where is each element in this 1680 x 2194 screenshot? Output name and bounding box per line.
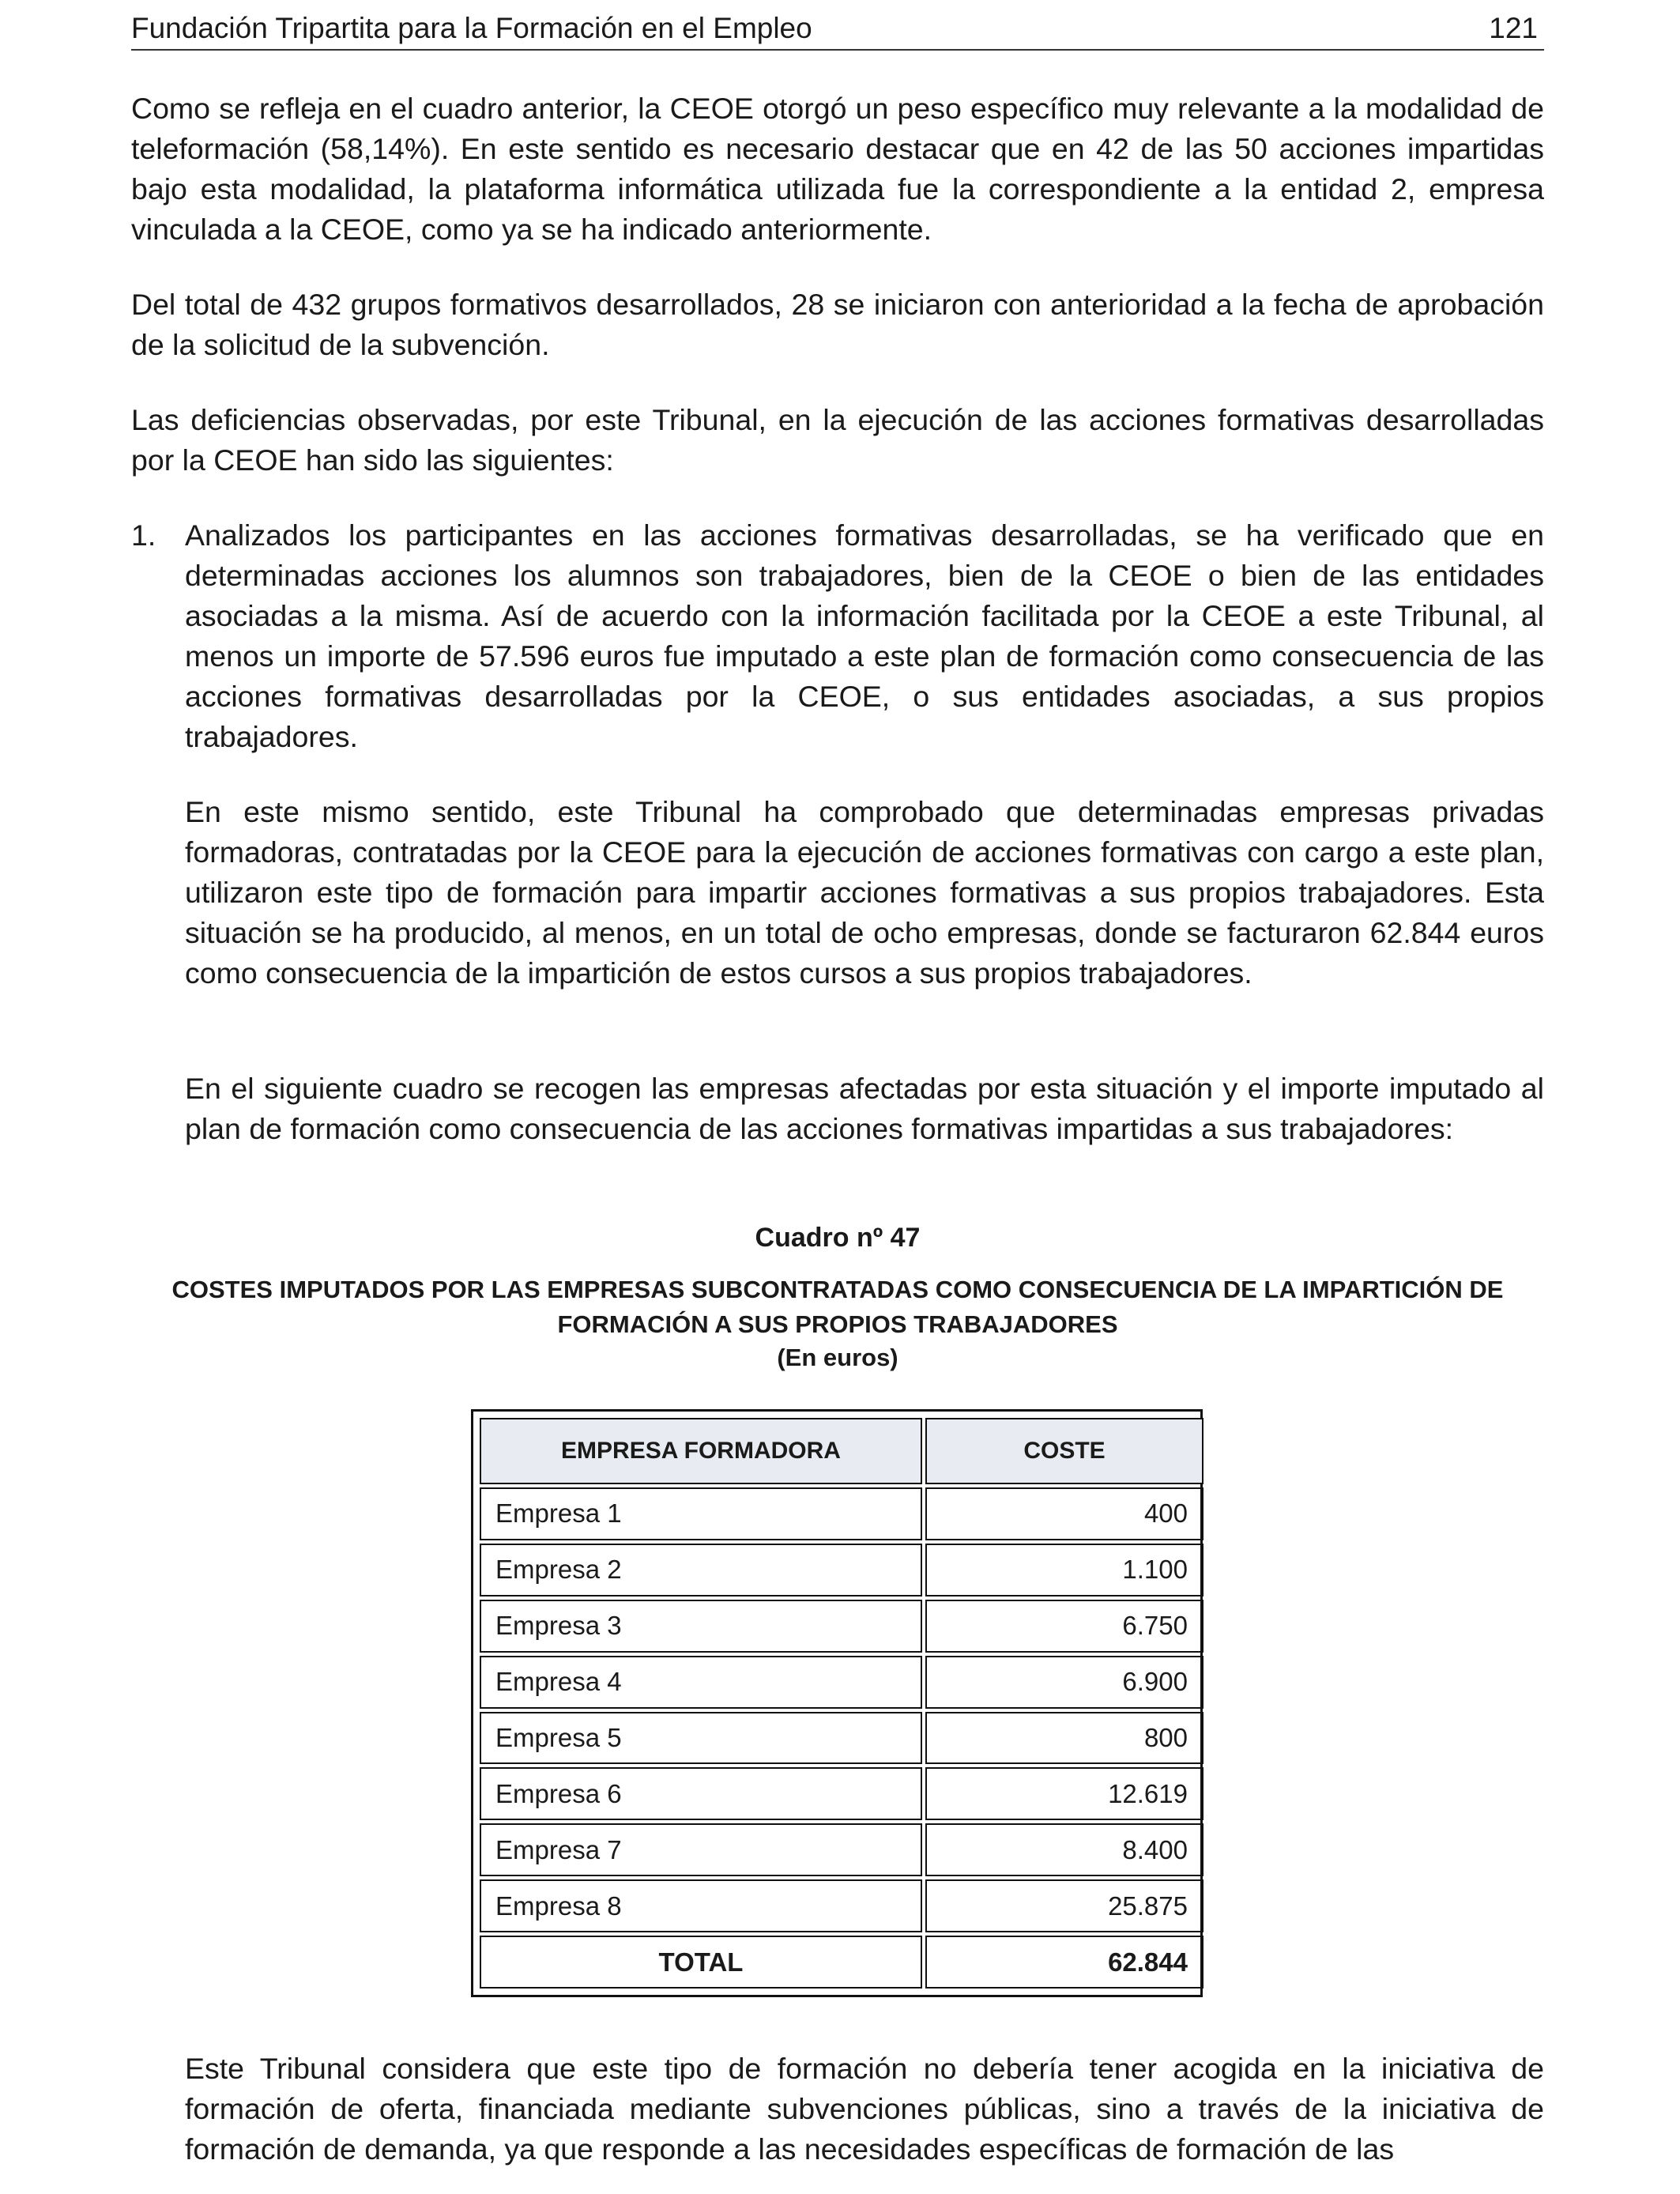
table-row xyxy=(480,1487,1203,1540)
list-item-number: 1. xyxy=(131,518,156,552)
cost-table-frame xyxy=(471,1409,1203,1997)
total-row xyxy=(480,1936,1203,1989)
paragraph-teleformacion: Como se refleja en el cuadro anterior, la CEOE otorgó un peso específico muy relevante a la modalidad de teleformación (58,14%). En este sentido es necesario destacar que en 42 de las 50 acciones impartidas bajo esta modalidad, la plataforma informática utilizada fue la correspondiente a la entidad 2, empresa vinculada a la CEOE, como ya se ha indicado anteriormente. xyxy=(131,92,1544,246)
cost-table xyxy=(477,1415,1207,1992)
table-title: COSTES IMPUTADOS POR LAS EMPRESAS SUBCONTRATADAS COMO CONSECUENCIA DE LA IMPARTICIÓN DE FORMACIÓN A SUS PROPIOS TRABAJADORES xyxy=(171,1276,1504,1338)
page-header xyxy=(131,8,1544,51)
company-cell: Empresa 8 xyxy=(480,1879,922,1932)
table-row xyxy=(480,1656,1203,1709)
table-number: Cuadro nº 47 xyxy=(755,1223,921,1253)
company-cell: Empresa 7 xyxy=(480,1823,922,1876)
list-paragraph-participantes: Analizados los participantes en las acciones formativas desarrolladas, se ha verificado que en determinadas acciones los alumnos son trabajadores, bien de la CEOE o bien de las entidades asociadas a la misma. Así de acuerdo con la información facilitada por la CEOE a este Tribunal, al menos un importe de 57.596 euros fue imputado a este plan de formación como consecuencia de las acciones formativas desarrolladas por la CEOE, o sus entidades asociadas, a sus propios trabajadores. xyxy=(185,518,1544,753)
cost-cell: 800 xyxy=(925,1712,1203,1765)
closing-paragraph: Este Tribunal considera que este tipo de formación no debería tener acogida en la iniciativa de formación de oferta, financiada mediante subvenciones públicas, sino a través de la iniciativa de formación de demanda, ya que responde a las necesidades específicas de formación de las xyxy=(185,2052,1544,2166)
list-paragraph-empresas-formadoras: En este mismo sentido, este Tribunal ha comprobado que determinadas empresas privadas formadoras, contratadas por la CEOE para la ejecución de acciones formativas con cargo a este plan, utilizaron este tipo de formación para impartir acciones formativas a sus propios trabajadores. Esta situación se ha producido, al menos, en un total de ocho empresas, donde se facturaron 62.844 euros como consecuencia de la impartición de estos cursos a sus propios trabajadores. xyxy=(185,795,1544,990)
column-header-coste: COSTE xyxy=(925,1418,1203,1484)
paragraph-grupos-formativos: Del total de 432 grupos formativos desarrollados, 28 se iniciaron con anterioridad a la fecha de aprobación de la solicitud de la subvención. xyxy=(131,288,1544,361)
list-paragraph-cuadro-intro: En el siguiente cuadro se recogen las empresas afectadas por esta situación y el importe imputado al plan de formación como consecuencia de las acciones formativas impartidas a sus trabajadores: xyxy=(185,1072,1544,1145)
table-row xyxy=(480,1823,1203,1876)
table-units: (En euros) xyxy=(777,1344,898,1371)
paragraph-deficiencias: Las deficiencias observadas, por este Tribunal, en la ejecución de las acciones formativas desarrolladas por la CEOE han sido las siguientes: xyxy=(131,403,1544,477)
company-cell: Empresa 1 xyxy=(480,1487,922,1540)
cost-cell: 6.900 xyxy=(925,1656,1203,1709)
column-header-empresa: EMPRESA FORMADORA xyxy=(480,1418,922,1484)
table-row xyxy=(480,1600,1203,1653)
company-cell: Empresa 5 xyxy=(480,1712,922,1765)
company-cell: Empresa 3 xyxy=(480,1600,922,1653)
document-title: Fundación Tripartita para la Formación en el Empleo xyxy=(131,12,812,44)
total-label: TOTAL xyxy=(480,1936,922,1989)
cost-cell: 25.875 xyxy=(925,1879,1203,1932)
company-cell: Empresa 2 xyxy=(480,1544,922,1596)
table-row xyxy=(480,1712,1203,1765)
table-row xyxy=(480,1767,1203,1820)
cost-cell: 6.750 xyxy=(925,1600,1203,1653)
table-row xyxy=(480,1879,1203,1932)
page-number: 121 xyxy=(1489,12,1538,44)
company-cell: Empresa 4 xyxy=(480,1656,922,1709)
cost-cell: 8.400 xyxy=(925,1823,1203,1876)
cost-cell: 12.619 xyxy=(925,1767,1203,1820)
company-cell: Empresa 6 xyxy=(480,1767,922,1820)
cost-cell: 400 xyxy=(925,1487,1203,1540)
table-header-row xyxy=(480,1418,1203,1484)
cost-cell: 1.100 xyxy=(925,1544,1203,1596)
table-row xyxy=(480,1544,1203,1596)
total-value: 62.844 xyxy=(925,1936,1203,1989)
